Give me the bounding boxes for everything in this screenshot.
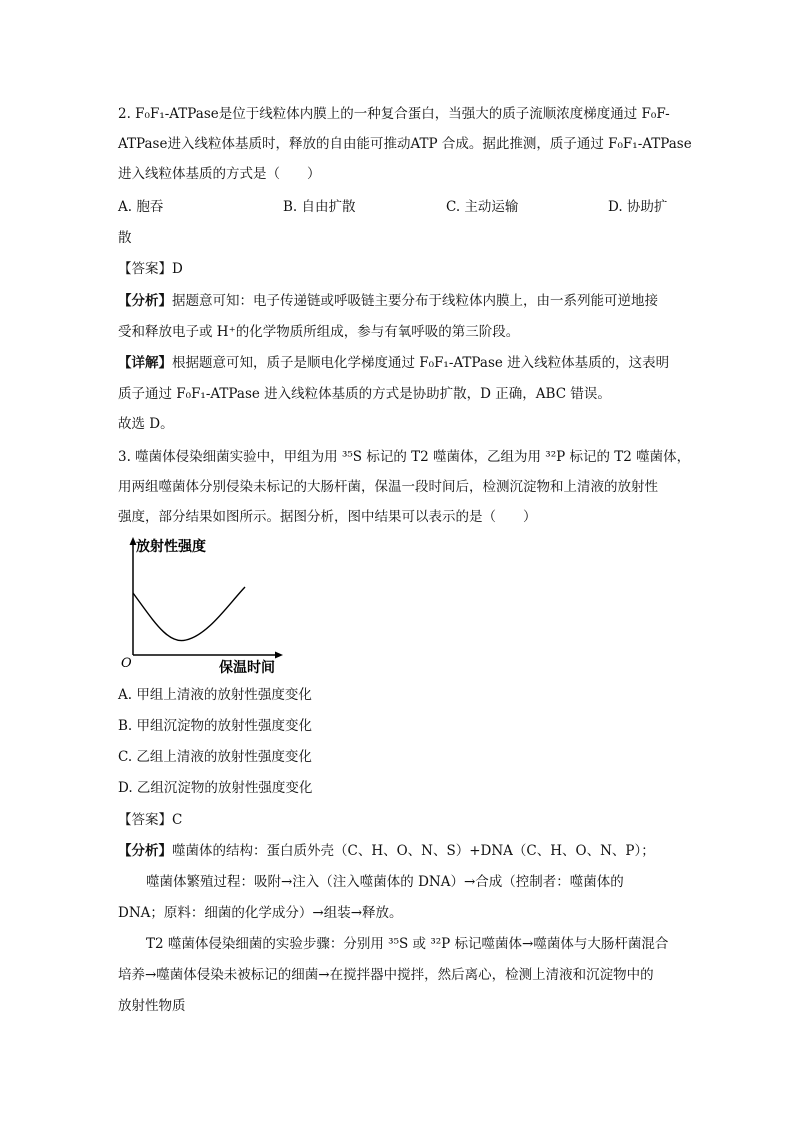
q3-analysis-line3: DNA；原料：细菌的化学成分）→组装→释放。 (118, 905, 403, 921)
y-axis-label: 放射性强度 (136, 539, 206, 555)
q3-analysis-line2: 噬菌体繁殖过程：吸附→注入（注入噬菌体的 DNA）→合成（控制者：噬菌体的 (146, 874, 624, 890)
q2-analysis-text: 据题意可知：电子传递链或呼吸链主要分布于线粒体内膜上，由一系列能可逆地接 (172, 293, 658, 309)
q3-analysis-text: 噬菌体的结构：蛋白质外壳（C、H、O、N、S）+DNA（C、H、O、N、P）； (172, 843, 655, 859)
curve (133, 587, 245, 641)
q3-analysis-line5: 培养→噬菌体侵染未被标记的细菌→在搅拌器中搅拌，然后离心，检测上清液和沉淀物中的 (118, 967, 654, 983)
q2-stem-line1: 2. F₀F₁-ATPase是位于线粒体内膜上的一种复合蛋白，当强大的质子流顺浓度梯度通过 F₀F- (118, 106, 670, 122)
q3-figure (118, 535, 288, 675)
q3-answer: 【答案】C (118, 812, 183, 828)
origin-label: O (121, 656, 132, 671)
x-axis-arrow-icon (275, 652, 283, 659)
q2-option-d-wrap: 散 (118, 230, 132, 246)
q2-option-b: B. 自由扩散 (283, 199, 356, 215)
q2-option-c: C. 主动运输 (446, 199, 519, 215)
q3-analysis-line4: T2 噬菌体侵染细菌的实验步骤：分别用 ³⁵S 或 ³²P 标记噬菌体→噬菌体与大肠杆菌混合 (146, 936, 669, 952)
q3-figure-svg (118, 535, 288, 675)
q2-option-a: A. 胞吞 (118, 199, 164, 215)
q2-stem-line2: ATPase进入线粒体基质时，释放的自由能可推动ATP 合成。据此推测，质子通过 F₀F₁-ATPase (118, 136, 692, 152)
q3-option-d: D. 乙组沉淀物的放射性强度变化 (118, 780, 313, 796)
q2-stem-line3: 进入线粒体基质的方式是（ ） (118, 166, 321, 182)
q3-option-a: A. 甲组上清液的放射性强度变化 (118, 687, 312, 703)
q2-option-d: D. 协助扩 (608, 199, 668, 215)
q3-stem-line3: 强度，部分结果如图所示。据图分析，图中结果可以表示的是（ ） (118, 509, 537, 525)
q2-detail-line2: 质子通过 F₀F₁-ATPase 进入线粒体基质的方式是协助扩散，D 正确，ABC 错误。 (118, 386, 611, 402)
q3-stem-line1: 3. 噬菌体侵染细菌实验中，甲组为用 ³⁵S 标记的 T2 噬菌体，乙组为用 ³²P 标记的 T2 噬菌体， (118, 449, 691, 465)
q3-analysis-line6: 放射性物质 (118, 998, 186, 1014)
q2-analysis-label: 【分析】 (118, 293, 172, 309)
q2-answer: 【答案】D (118, 261, 183, 277)
q3-option-b: B. 甲组沉淀物的放射性强度变化 (118, 718, 313, 734)
q2-detail-line1 (118, 353, 678, 373)
q2-analysis-line2: 受和释放电子或 H⁺的化学物质所组成，参与有氧呼吸的第三阶段。 (118, 324, 520, 340)
q3-option-c: C. 乙组上清液的放射性强度变化 (118, 749, 312, 765)
q2-analysis-line1 (118, 291, 678, 311)
q3-analysis-label: 【分析】 (118, 843, 172, 859)
q2-conclusion: 故选 D。 (118, 416, 174, 432)
q2-detail-text: 根据题意可知，质子是顺电化学梯度通过 F₀F₁-ATPase 进入线粒体基质的，这表明 (172, 355, 670, 371)
q3-analysis-line1 (118, 841, 678, 861)
q2-detail-label: 【详解】 (118, 355, 172, 371)
x-axis-label: 保温时间 (219, 660, 275, 675)
q3-stem-line2: 用两组噬菌体分别侵染未标记的大肠杆菌，保温一段时间后，检测沉淀物和上清液的放射性 (118, 479, 658, 495)
